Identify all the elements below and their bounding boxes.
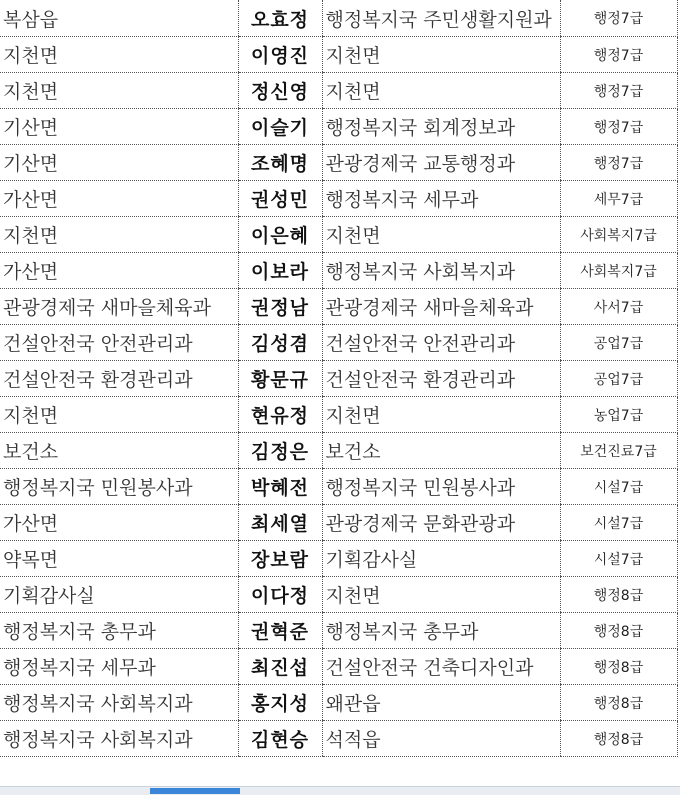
employee-name-cell: 김현승 [238, 721, 322, 757]
previous-post-cell: 행정복지국 세무과 [0, 649, 238, 685]
new-post-cell: 건설안전국 안전관리과 [322, 325, 560, 361]
previous-post-cell: 관광경제국 새마을체육과 [0, 289, 238, 325]
grade-cell: 시설7급 [560, 541, 677, 577]
new-post-cell: 행정복지국 회계정보과 [322, 109, 560, 145]
grade-cell: 보건진료7급 [560, 433, 677, 469]
previous-post-cell: 지천면 [0, 217, 238, 253]
table-row [0, 145, 677, 181]
new-post-cell: 건설안전국 환경관리과 [322, 361, 560, 397]
grade-cell: 사회복지7급 [560, 253, 677, 289]
new-post-cell: 관광경제국 문화관광과 [322, 505, 560, 541]
table-row [0, 685, 677, 721]
previous-post-cell: 가산면 [0, 253, 238, 289]
new-post-cell: 행정복지국 민원봉사과 [322, 469, 560, 505]
table-row [0, 433, 677, 469]
new-post-cell: 건설안전국 건축디자인과 [322, 649, 560, 685]
employee-name-cell: 이슬기 [238, 109, 322, 145]
new-post-cell: 지천면 [322, 37, 560, 73]
grade-cell: 농업7급 [560, 397, 677, 433]
new-post-cell: 행정복지국 총무과 [322, 613, 560, 649]
previous-post-cell: 약목면 [0, 541, 238, 577]
new-post-cell: 지천면 [322, 217, 560, 253]
grade-cell: 행정7급 [560, 109, 677, 145]
previous-post-cell: 보건소 [0, 433, 238, 469]
grade-cell: 사서7급 [560, 289, 677, 325]
previous-post-cell: 건설안전국 안전관리과 [0, 325, 238, 361]
grade-cell: 행정8급 [560, 613, 677, 649]
table-row [0, 469, 677, 505]
previous-post-cell: 지천면 [0, 37, 238, 73]
employee-name-cell: 김정은 [238, 433, 322, 469]
previous-post-cell: 행정복지국 총무과 [0, 613, 238, 649]
previous-post-cell: 기획감사실 [0, 577, 238, 613]
previous-post-cell: 기산면 [0, 109, 238, 145]
employee-name-cell: 이다정 [238, 577, 322, 613]
previous-post-cell: 가산면 [0, 505, 238, 541]
employee-name-cell: 최세열 [238, 505, 322, 541]
grade-cell: 행정8급 [560, 685, 677, 721]
employee-name-cell: 이영진 [238, 37, 322, 73]
table-row [0, 73, 677, 109]
previous-post-cell: 행정복지국 사회복지과 [0, 721, 238, 757]
new-post-cell: 왜관읍 [322, 685, 560, 721]
previous-post-cell: 지천면 [0, 397, 238, 433]
scrollbar-thumb[interactable] [150, 788, 240, 794]
employee-name-cell: 최진섭 [238, 649, 322, 685]
table-row [0, 253, 677, 289]
employee-name-cell: 권혁준 [238, 613, 322, 649]
table-row [0, 289, 677, 325]
new-post-cell: 지천면 [322, 577, 560, 613]
table-row [0, 109, 677, 145]
grade-cell: 세무7급 [560, 181, 677, 217]
new-post-cell: 관광경제국 교통행정과 [322, 145, 560, 181]
employee-name-cell: 권정남 [238, 289, 322, 325]
new-post-cell: 지천면 [322, 73, 560, 109]
new-post-cell: 행정복지국 사회복지과 [322, 253, 560, 289]
new-post-cell: 석적읍 [322, 721, 560, 757]
table-row [0, 217, 677, 253]
table-row [0, 361, 677, 397]
previous-post-cell: 기산면 [0, 145, 238, 181]
table-row [0, 541, 677, 577]
table-row [0, 649, 677, 685]
grade-cell: 사회복지7급 [560, 217, 677, 253]
employee-name-cell: 오효정 [238, 0, 322, 37]
table-row [0, 37, 677, 73]
previous-post-cell: 가산면 [0, 181, 238, 217]
previous-post-cell: 행정복지국 민원봉사과 [0, 469, 238, 505]
employee-name-cell: 조혜명 [238, 145, 322, 181]
table-row [0, 181, 677, 217]
table-row [0, 613, 677, 649]
grade-cell: 행정8급 [560, 577, 677, 613]
employee-name-cell: 이은혜 [238, 217, 322, 253]
grade-cell: 공업7급 [560, 325, 677, 361]
table-row [0, 721, 677, 757]
grade-cell: 행정7급 [560, 0, 677, 37]
grade-cell: 시설7급 [560, 469, 677, 505]
table-row [0, 325, 677, 361]
new-post-cell: 지천면 [322, 397, 560, 433]
employee-name-cell: 권성민 [238, 181, 322, 217]
previous-post-cell: 행정복지국 사회복지과 [0, 685, 238, 721]
employee-name-cell: 장보람 [238, 541, 322, 577]
new-post-cell: 관광경제국 새마을체육과 [322, 289, 560, 325]
employee-name-cell: 홍지성 [238, 685, 322, 721]
table-row [0, 397, 677, 433]
previous-post-cell: 지천면 [0, 73, 238, 109]
grade-cell: 행정7급 [560, 37, 677, 73]
employee-name-cell: 현유정 [238, 397, 322, 433]
grade-cell: 행정8급 [560, 721, 677, 757]
previous-post-cell: 복삼읍 [0, 0, 238, 37]
grade-cell: 행정7급 [560, 73, 677, 109]
grade-cell: 행정8급 [560, 649, 677, 685]
new-post-cell: 기획감사실 [322, 541, 560, 577]
new-post-cell: 행정복지국 주민생활지원과 [322, 0, 560, 37]
employee-name-cell: 정신영 [238, 73, 322, 109]
previous-post-cell: 건설안전국 환경관리과 [0, 361, 238, 397]
grade-cell: 공업7급 [560, 361, 677, 397]
table-row [0, 577, 677, 613]
table-row [0, 505, 677, 541]
grade-cell: 행정7급 [560, 145, 677, 181]
new-post-cell: 보건소 [322, 433, 560, 469]
employee-name-cell: 이보라 [238, 253, 322, 289]
employee-name-cell: 김성겸 [238, 325, 322, 361]
grade-cell: 시설7급 [560, 505, 677, 541]
table-row [0, 0, 677, 37]
employee-name-cell: 박혜전 [238, 469, 322, 505]
employee-name-cell: 황문규 [238, 361, 322, 397]
new-post-cell: 행정복지국 세무과 [322, 181, 560, 217]
